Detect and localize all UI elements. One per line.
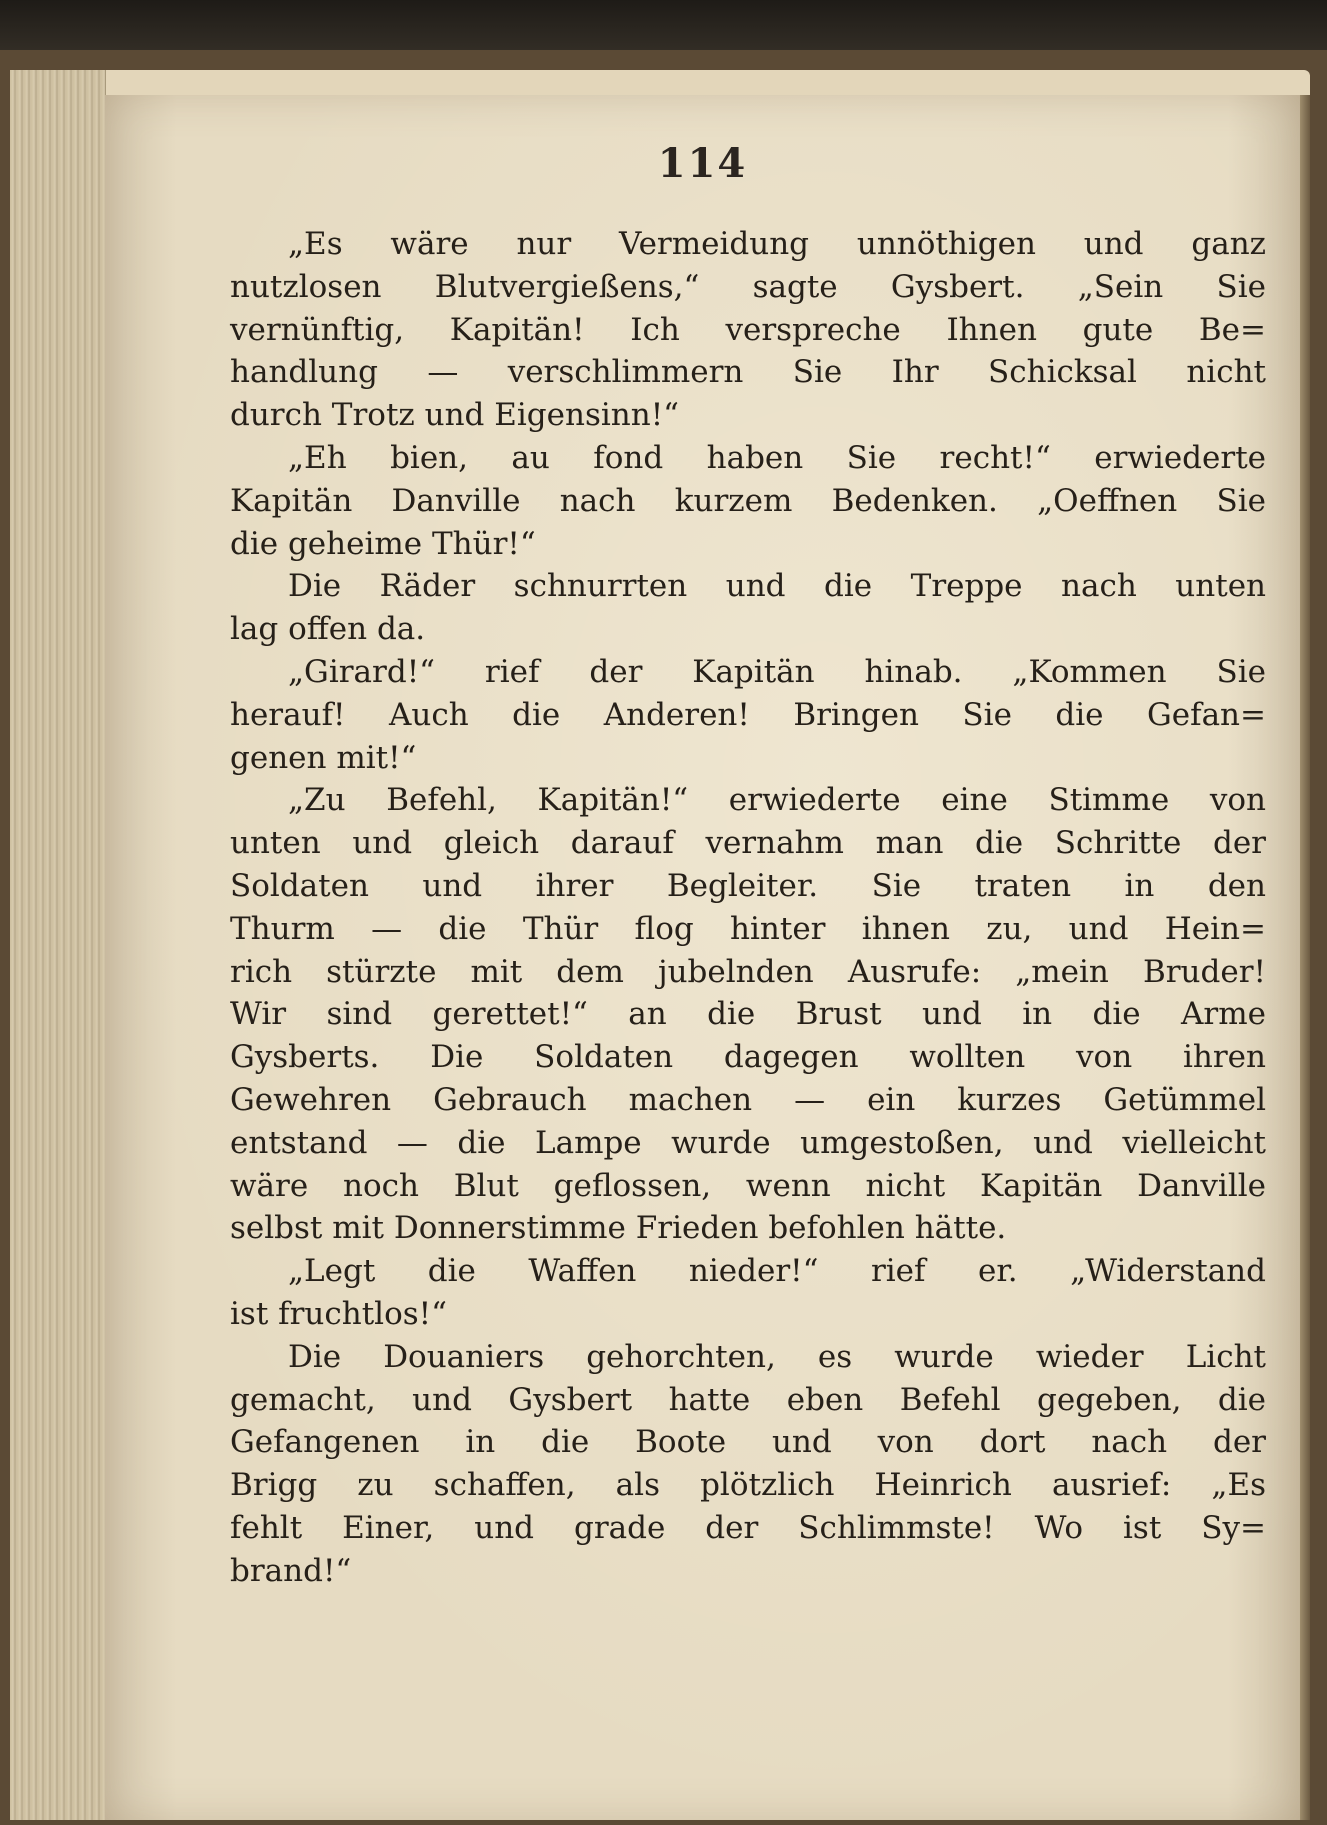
text-line: gemacht, und Gysbert hatte eben Befehl gegeben, die [230, 1381, 1266, 1418]
text-line: selbst mit Donnerstimme Frieden befohlen hätte. [230, 1210, 1007, 1247]
text-line: „Legt die Waffen nieder!“ rief er. „Widerstand [288, 1253, 1266, 1290]
text-line: Gefangenen in die Boote und von dort nach der [230, 1424, 1266, 1461]
page-number: 114 [657, 140, 748, 187]
text-line: lag offen da. [230, 611, 426, 648]
text-line: Wir sind gerettet!“ an die Brust und in die Arme [230, 996, 1266, 1033]
text-line: „Zu Befehl, Kapitän!“ erwiederte eine Stimme von [288, 782, 1266, 819]
text-line: Die Räder schnurrten und die Treppe nach unten [288, 568, 1266, 605]
text-line: durch Trotz und Eigensinn!“ [230, 397, 680, 434]
body-text [230, 223, 1266, 1593]
book-page [105, 95, 1300, 1820]
text-line: „Eh bien, au fond haben Sie recht!“ erwiederte [288, 439, 1266, 476]
text-line: Thurm — die Thür flog hinter ihnen zu, und Hein= [230, 910, 1266, 947]
page-edges [10, 70, 106, 1820]
text-line: Gewehren Gebrauch machen — ein kurzes Getümmel [230, 1081, 1266, 1118]
text-line: die geheime Thür!“ [230, 525, 536, 562]
text-line: wäre noch Blut geflossen, wenn nicht Kapitän Danville [230, 1167, 1266, 1204]
text-line: Gysberts. Die Soldaten dagegen wollten von ihren [230, 1039, 1266, 1076]
text-line: „Girard!“ rief der Kapitän hinab. „Kommen Sie [288, 653, 1266, 690]
text-line: Brigg zu schaffen, als plötzlich Heinrich ausrief: „Es [230, 1467, 1266, 1504]
text-line: genen mit!“ [230, 739, 417, 776]
text-line: „Es wäre nur Vermeidung unnöthigen und ganz [288, 226, 1266, 262]
text-line: herauf! Auch die Anderen! Bringen Sie die Gefan= [230, 696, 1266, 733]
text-line: rich stürzte mit dem jubelnden Ausrufe: „mein Bruder! [230, 953, 1266, 990]
text-line: brand!“ [230, 1552, 352, 1589]
text-line: Die Douaniers gehorchten, es wurde wieder Licht [288, 1338, 1266, 1375]
text-line: fehlt Einer, und grade der Schlimmste! Wo ist Sy= [230, 1509, 1266, 1546]
text-line: vernünftig, Kapitän! Ich verspreche Ihnen gute Be= [230, 311, 1266, 348]
text-line: Kapitän Danville nach kurzem Bedenken. „Oeffnen Sie [230, 482, 1266, 519]
text-line: Soldaten und ihrer Begleiter. Sie traten in den [230, 867, 1266, 904]
text-line: ist fruchtlos!“ [230, 1295, 447, 1332]
text-line: handlung — verschlimmern Sie Ihr Schicksal nicht [230, 354, 1266, 391]
text-line: nutzlosen Blutvergießens,“ sagte Gysbert. „Sein Sie [230, 268, 1266, 305]
text-line: unten und gleich darauf vernahm man die Schritte der [230, 825, 1266, 862]
text-line: entstand — die Lampe wurde umgestoßen, und vielleicht [230, 1124, 1266, 1161]
